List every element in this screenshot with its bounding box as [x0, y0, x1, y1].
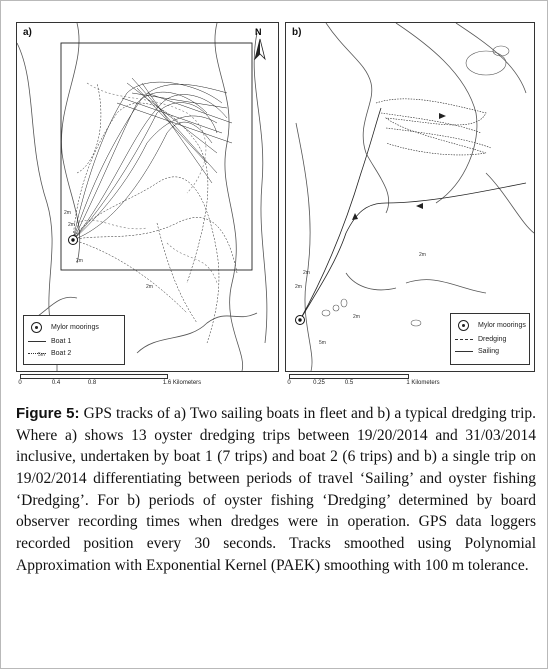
legend-a-mooring — [28, 322, 99, 333]
map-panel-a — [16, 22, 279, 372]
solid-line-icon — [28, 341, 46, 342]
legend-b-dredging-label: Dredging — [478, 336, 507, 343]
scale-b-tick-1: 0.25 — [313, 380, 325, 386]
caption-text: GPS tracks of a) Two sailing boats in fleet and b) a typical dredging trip. Where a) shows 13 oyster dredging trips between 19/20/2014 and 31/03/2014 inclusive, undertaken by boat 1 (7 trips) and boat 2 (6 trips) and b) a single trip on 19/02/2014 differentiating between periods of travel ‘Sailing’ and oyster fishing ‘Dredging’. For b) periods of oyster fishing ‘Dredging’ determined by board observer recording times when dredges were in operation. GPS data loggers recorded position every 30 seconds. Tracks smoothed using Polynomial Approximation with Exponential Kernel (PAEK) smoothing with 100 m tolerance. — [16, 405, 537, 574]
scale-a-tick-1: 0.4 — [51, 380, 61, 386]
depth-label: 5m — [319, 340, 326, 346]
legend-b — [450, 313, 530, 365]
depth-label: 2m — [68, 222, 75, 228]
figure-caption — [16, 403, 536, 577]
arrow-line-icon — [455, 351, 473, 352]
caption-label: Figure 5: — [16, 405, 80, 422]
map-b-shoals — [322, 46, 509, 326]
legend-b-sailing-label: Sailing — [478, 348, 500, 355]
panel-a-label: a) — [23, 27, 32, 38]
scale-bar-b — [285, 372, 455, 392]
depth-label: 2m — [64, 210, 71, 216]
sailing-track — [300, 108, 526, 320]
map-panel-b — [285, 22, 535, 372]
mooring-icon — [31, 322, 42, 333]
legend-b-mooring — [455, 320, 526, 331]
depth-label: 2m — [146, 284, 153, 290]
legend-b-dredging — [455, 336, 506, 343]
legend-a-boat2 — [28, 350, 71, 357]
legend-a — [23, 315, 125, 365]
scale-bar-a — [16, 372, 216, 392]
mooring-icon — [458, 320, 469, 331]
panel-b-extent-box — [61, 43, 252, 270]
legend-a-mooring-label: Mylor moorings — [51, 324, 99, 331]
scale-bar-a-track — [20, 374, 168, 379]
mooring-marker-dot — [71, 238, 74, 241]
mooring-marker-b-dot — [298, 318, 301, 321]
scale-a-tick-2: 0.8 — [87, 380, 97, 386]
north-arrow-shape — [250, 27, 270, 63]
dotted-line-icon — [28, 353, 46, 354]
legend-a-boat1-label: Boat 1 — [51, 338, 72, 345]
panel-b-label: b) — [292, 27, 302, 38]
scale-bar-b-track — [289, 374, 409, 379]
north-label: N — [255, 27, 262, 37]
depth-label: 2m — [419, 252, 426, 258]
map-a-depth-contours — [77, 83, 217, 283]
legend-a-boat1 — [28, 338, 71, 345]
depth-label: 2m — [353, 314, 360, 320]
legend-b-sailing — [455, 348, 499, 355]
legend-a-boat2-label: Boat 2 — [51, 350, 72, 357]
scale-a-tick-0: 0 — [18, 380, 22, 386]
depth-label: 2m — [303, 270, 310, 276]
depth-label: 5m — [38, 352, 45, 358]
sailing-arrows — [352, 113, 446, 220]
depth-label: 2m — [76, 258, 83, 264]
scale-b-tick-0: 0 — [287, 380, 291, 386]
dredging-track — [376, 99, 491, 155]
scale-b-tick-3: 1 Kilometers — [406, 380, 440, 386]
legend-b-mooring-label: Mylor moorings — [478, 322, 526, 329]
scale-a-tick-3: 1.6 Kilometers — [162, 380, 202, 386]
boat2-tracks — [73, 83, 237, 343]
depth-label: 2m — [295, 284, 302, 290]
dashed-line-icon — [455, 339, 473, 340]
north-arrow-icon — [250, 27, 270, 63]
scale-b-tick-2: 0.5 — [344, 380, 354, 386]
